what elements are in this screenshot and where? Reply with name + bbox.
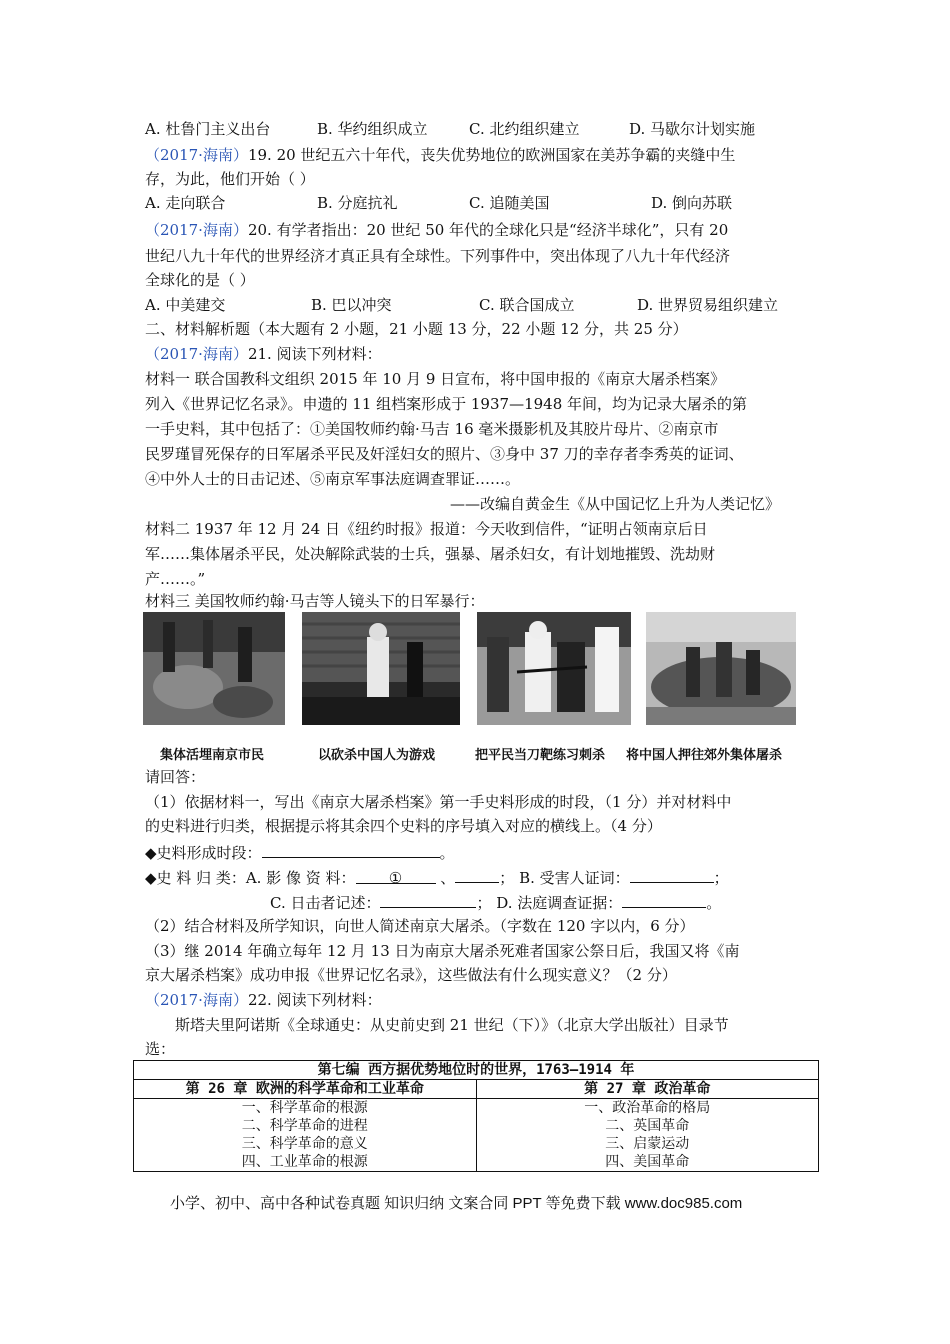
toc-left-item: 三、科学革命的意义 bbox=[241, 1136, 368, 1152]
material1-line4: 民罗瑾冒死保存的日军屠杀平民及奸淫妇女的照片、③身中 37 刀的幸存者李秀英的证词、 bbox=[145, 445, 744, 463]
toc-right-item: 一、政治革命的格局 bbox=[584, 1100, 711, 1116]
q20-option-b: B. 巴以冲突 bbox=[311, 296, 392, 314]
classify-a-blank1[interactable] bbox=[356, 867, 436, 887]
q22-line1: 斯塔夫里阿诺斯《全球通史：从史前史到 21 世纪（下）》（北京大学出版社）目录节 bbox=[175, 1016, 729, 1034]
q22-line2: 选： bbox=[145, 1040, 176, 1058]
material1-line3: 一手史料，其中包括了：①美国牧师约翰·马吉 16 毫米摄影机及其胶片母片、②南京市 bbox=[145, 420, 719, 438]
toc-title: 第七编 西方据优势地位时的世界，1763—1914 年 bbox=[134, 1061, 819, 1080]
q20-stem bbox=[145, 219, 728, 241]
q20-stem-text: 20. 有学者指出：20 世纪 50 年代的全球化只是“经济半球化”，只有 20 bbox=[247, 221, 729, 239]
q21-part1-line1: （1）依据材料一，写出《南京大屠杀档案》第一手史料形成的时段，（1 分）并对材料中 bbox=[145, 793, 732, 811]
photo-caption-1: 集体活埋南京市民 bbox=[160, 748, 265, 763]
q21-part1-line2: 的史料进行归类，根据提示将其余四个史料的序号填入对应的横线上。（4 分） bbox=[145, 817, 662, 835]
classify-d-blank[interactable] bbox=[622, 891, 706, 908]
material2-line3: 产……。” bbox=[145, 570, 206, 588]
photo-bayonet-practice bbox=[477, 612, 631, 725]
photo-burial bbox=[143, 612, 285, 725]
q18-option-c: C. 北约组织建立 bbox=[469, 120, 580, 138]
q22-source: （2017·海南） bbox=[145, 991, 248, 1009]
material1-line5: ④中外人士的日击记述、⑤南京军事法庭调查罪证……。 bbox=[145, 470, 521, 488]
q22-intro bbox=[145, 989, 382, 1011]
page-footer: 小学、初中、高中各种试卷真题 知识归纳 文案合同 PPT 等免费下载 www.doc985.com bbox=[170, 1195, 743, 1212]
q18-option-b: B. 华约组织成立 bbox=[317, 120, 428, 138]
q21-part3-line1: （3）继 2014 年确立每年 12 月 13 日为南京大屠杀死难者国家公祭日后，我国又将《南 bbox=[145, 942, 740, 960]
classify-b-label: ； B. 受害人证词： bbox=[499, 869, 630, 887]
q20-options bbox=[145, 294, 778, 316]
material1-citation: ——改编自黄金生《从中国记忆上升为人类记忆》 bbox=[450, 495, 781, 513]
photo-caption-2: 以砍杀中国人为游戏 bbox=[318, 748, 436, 763]
q19-option-a: A. 走向联合 bbox=[145, 194, 226, 212]
material1-line2: 列入《世界记忆名录》。申遗的 11 组档案形成于 1937—1948 年间，均为记录大屠杀的第 bbox=[145, 395, 748, 413]
period-label: ◆史料形成时段： bbox=[145, 844, 262, 862]
classify-a-mark: ① bbox=[388, 869, 403, 887]
toc-right-items bbox=[476, 1099, 819, 1172]
classify-d-label: ； D. 法庭调查证据： bbox=[476, 894, 623, 912]
toc-left-items bbox=[134, 1099, 477, 1172]
material3-label: 材料三 美国牧师约翰·马吉等人镜头下的日军暴行： bbox=[145, 592, 485, 610]
q18-option-a: A. 杜鲁门主义出台 bbox=[145, 120, 271, 138]
period-row bbox=[145, 841, 455, 864]
photo-caption-3: 把平民当刀靶练习刺杀 bbox=[475, 748, 606, 763]
q19-option-c: C. 追随美国 bbox=[469, 194, 550, 212]
q21-part2: （2）结合材料及所学知识，向世人简述南京大屠杀。（字数在 120 字以内，6 分） bbox=[145, 917, 695, 935]
material2-line2: 军……集体屠杀平民，处决解除武装的士兵，强暴、屠杀妇女，有计划地摧毁、洗劫财 bbox=[145, 545, 716, 563]
toc-left-item: 四、工业革命的根源 bbox=[241, 1154, 368, 1170]
material1-line1: 材料一 联合国教科文组织 2015 年 10 月 9 日宣布，将中国申报的《南京大屠杀档案》 bbox=[145, 370, 726, 388]
section-heading: 二、材料解析题（本大题有 2 小题，21 小题 13 分，22 小题 12 分，共 25 分） bbox=[145, 320, 688, 338]
q21-intro-text: 21. 阅读下列材料： bbox=[247, 345, 382, 363]
q21-source: （2017·海南） bbox=[145, 345, 248, 363]
classify-row2: C. 日击者记述： ； D. 法庭调查证据： 。 bbox=[270, 891, 721, 914]
classify-row1: ◆史 料 归 类：A. 影 像 资 料： ① 、 ； B. 受害人证词： ； bbox=[145, 866, 729, 889]
classify-b-blank[interactable] bbox=[630, 866, 714, 883]
q19-stem-text: 19. 20 世纪五六十年代，丧失优势地位的欧洲国家在美苏争霸的夹缝中生 bbox=[247, 146, 736, 164]
period-end: 。 bbox=[439, 844, 455, 862]
q19-stem bbox=[145, 144, 735, 166]
q19-option-d: D. 倒向苏联 bbox=[651, 194, 733, 212]
photo-escort-execution bbox=[646, 612, 796, 725]
toc-left-item: 一、科学革命的根源 bbox=[241, 1100, 368, 1116]
q19-options bbox=[145, 192, 732, 214]
material2-line1: 材料二 1937 年 12 月 24 日《纽约时报》报道：今天收到信件，“证明占领南京后日 bbox=[145, 520, 708, 538]
q20-source: （2017·海南） bbox=[145, 221, 248, 239]
answer-prompt: 请回答： bbox=[145, 768, 206, 786]
q18-option-d: D. 马歇尔计划实施 bbox=[629, 120, 756, 138]
classify-label: ◆史 料 归 类：A. 影 像 资 料： bbox=[145, 869, 356, 887]
photo-killing-game bbox=[302, 612, 460, 725]
q20-stem-cont2: 全球化的是（ ） bbox=[145, 271, 255, 289]
photo-caption-4: 将中国人押往郊外集体屠杀 bbox=[626, 748, 783, 763]
toc-right-item: 四、美国革命 bbox=[605, 1154, 690, 1170]
toc-right-item: 三、启蒙运动 bbox=[605, 1136, 690, 1152]
q22-intro-text: 22. 阅读下列材料： bbox=[247, 991, 382, 1009]
classify-c-label: C. 日击者记述： bbox=[270, 894, 381, 912]
toc-right-item: 二、英国革命 bbox=[605, 1118, 690, 1134]
toc-left-item: 二、科学革命的进程 bbox=[241, 1118, 368, 1134]
q19-source: （2017·海南） bbox=[145, 146, 248, 164]
period-blank[interactable] bbox=[262, 841, 440, 858]
q18-options bbox=[145, 118, 755, 140]
q20-option-d: D. 世界贸易组织建立 bbox=[637, 296, 779, 314]
q20-stem-cont1: 世纪八九十年代的世界经济才真正具有全球性。下列事件中，突出体现了八九十年代经济 bbox=[145, 247, 731, 265]
toc-table bbox=[133, 1060, 819, 1172]
classify-c-blank[interactable] bbox=[380, 891, 476, 908]
toc-right-head: 第 27 章 政治革命 bbox=[476, 1080, 819, 1099]
q20-option-a: A. 中美建交 bbox=[145, 296, 226, 314]
classify-a-blank2[interactable] bbox=[455, 866, 499, 883]
q21-intro bbox=[145, 343, 382, 365]
toc-left-head: 第 26 章 欧洲的科学革命和工业革命 bbox=[134, 1080, 477, 1099]
q20-option-c: C. 联合国成立 bbox=[479, 296, 575, 314]
q19-option-b: B. 分庭抗礼 bbox=[317, 194, 398, 212]
q19-stem-cont: 存，为此，他们开始（ ） bbox=[145, 170, 315, 188]
q21-part3-line2: 京大屠杀档案》成功申报《世界记忆名录》，这些做法有什么现实意义？（2 分） bbox=[145, 966, 677, 984]
